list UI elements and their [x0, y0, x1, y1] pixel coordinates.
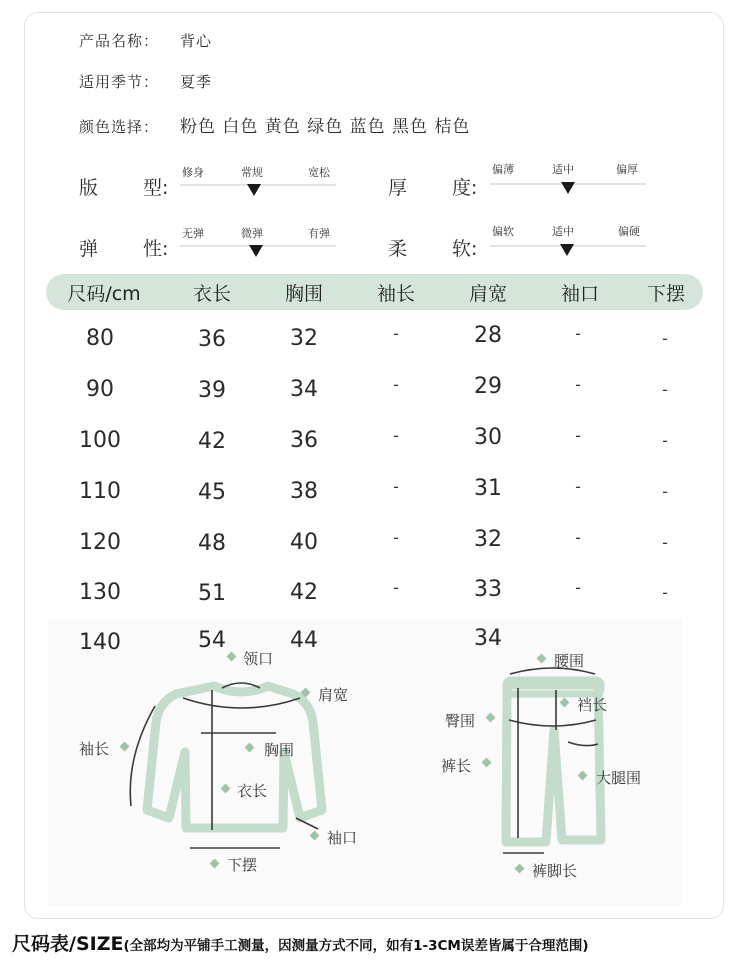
- softness-scale-low: 偏软: [492, 225, 514, 238]
- row-140-length: 54: [198, 628, 226, 653]
- leg-opening-label: 裤脚长: [532, 862, 578, 880]
- pant-length-label: 裤长: [441, 757, 472, 775]
- hem-label: 下摆: [227, 856, 258, 874]
- shoulder-label: 肩宽: [318, 686, 349, 704]
- row-130-sleeve: -: [393, 578, 399, 597]
- row-130-chest: 42: [290, 580, 318, 605]
- row-140-chest: 44: [290, 628, 318, 653]
- row-140-shoulder: 34: [474, 626, 502, 651]
- row-110-hem: -: [662, 482, 668, 501]
- row-100-sleeve: -: [393, 426, 399, 445]
- row-90-sleeve: -: [393, 375, 399, 394]
- row-110-size: 110: [79, 479, 121, 504]
- hip-label: 臀围: [445, 712, 476, 730]
- sleeve-label: 袖长: [79, 740, 110, 758]
- cuff-label: 袖口: [327, 829, 358, 847]
- row-110-chest: 38: [290, 479, 318, 504]
- softness-scale-high: 偏硬: [618, 225, 640, 238]
- thickness-scale-mid: 适中: [552, 163, 574, 176]
- row-120-length: 48: [198, 531, 226, 556]
- elasticity-label-b: 性:: [143, 238, 169, 260]
- header-shoulder: 肩宽: [468, 283, 508, 305]
- length-label: 衣长: [237, 782, 268, 800]
- header-chest: 胸围: [284, 283, 324, 305]
- row-110-cuff: -: [575, 477, 581, 496]
- row-120-size: 120: [79, 530, 121, 555]
- footer-disclaimer: (全部均为平铺手工测量，因测量方式不同，如有1-3CM误差皆属于合理范围): [123, 938, 589, 954]
- row-100-cuff: -: [575, 426, 581, 445]
- chest-label: 胸围: [264, 741, 295, 759]
- row-140-size: 140: [79, 630, 121, 655]
- header-cuff: 袖口: [560, 283, 600, 305]
- row-90-length: 39: [198, 378, 226, 403]
- fit-scale-mid: 常规: [241, 166, 263, 179]
- elasticity-scale-high: 有弹: [308, 227, 330, 240]
- row-80-sleeve: -: [393, 324, 399, 343]
- row-130-length: 51: [198, 581, 226, 606]
- row-100-length: 42: [198, 429, 226, 454]
- waist-label: 腰围: [554, 652, 585, 670]
- row-90-chest: 34: [290, 377, 318, 402]
- color-value: 粉色 白色 黄色 绿色 蓝色 黑色 桔色: [180, 117, 471, 137]
- row-80-size: 80: [86, 326, 114, 351]
- row-90-size: 90: [86, 377, 114, 402]
- softness-label-a: 柔: [388, 238, 408, 260]
- thickness-scale-high: 偏厚: [616, 163, 638, 176]
- row-120-hem: -: [662, 533, 668, 552]
- header-length: 衣长: [192, 283, 232, 305]
- diagram-background: [48, 620, 682, 905]
- product-name-value: 背心: [180, 32, 213, 50]
- row-80-shoulder: 28: [474, 323, 502, 348]
- collar-label: 领口: [243, 650, 274, 668]
- fit-scale-low: 修身: [182, 166, 204, 179]
- row-120-shoulder: 32: [474, 527, 502, 552]
- row-100-size: 100: [79, 428, 121, 453]
- elasticity-scale-mid: 微弹: [241, 227, 263, 240]
- row-120-cuff: -: [575, 528, 581, 547]
- row-130-hem: -: [662, 583, 668, 602]
- row-80-cuff: -: [575, 324, 581, 343]
- rise-label: 裆长: [577, 696, 608, 714]
- footer-title: 尺码表/SIZE: [12, 933, 124, 955]
- row-80-length: 36: [198, 327, 226, 352]
- row-120-sleeve: -: [393, 528, 399, 547]
- row-110-length: 45: [198, 480, 226, 505]
- row-90-shoulder: 29: [474, 374, 502, 399]
- fit-label-b: 型:: [143, 177, 169, 199]
- product-name-label: 产品名称：: [79, 32, 160, 50]
- fit-label-a: 版: [79, 177, 99, 199]
- elasticity-scale-low: 无弹: [182, 227, 204, 240]
- row-130-shoulder: 33: [474, 577, 502, 602]
- header-hem: 下摆: [646, 283, 686, 305]
- row-90-hem: -: [662, 380, 668, 399]
- fit-scale-high: 宽松: [308, 166, 330, 179]
- thickness-scale-low: 偏薄: [492, 163, 514, 176]
- header-size: 尺码/cm: [67, 283, 141, 305]
- header-sleeve: 袖长: [376, 283, 416, 305]
- elasticity-label-a: 弹: [79, 238, 99, 260]
- row-100-hem: -: [662, 431, 668, 450]
- row-120-chest: 40: [290, 530, 318, 555]
- row-130-size: 130: [79, 580, 121, 605]
- thickness-label-a: 厚: [388, 177, 408, 199]
- row-100-shoulder: 30: [474, 425, 502, 450]
- row-110-shoulder: 31: [474, 476, 502, 501]
- softness-scale-mid: 适中: [552, 225, 574, 238]
- row-90-cuff: -: [575, 375, 581, 394]
- color-label: 颜色选择：: [79, 118, 160, 136]
- row-100-chest: 36: [290, 428, 318, 453]
- season-value: 夏季: [180, 73, 213, 91]
- row-80-chest: 32: [290, 326, 318, 351]
- row-110-sleeve: -: [393, 477, 399, 496]
- footer-note: [12, 929, 589, 956]
- softness-label-b: 软:: [452, 238, 478, 260]
- season-label: 适用季节：: [79, 73, 160, 91]
- thigh-label: 大腿围: [596, 769, 642, 787]
- thickness-label-b: 度:: [452, 177, 478, 199]
- row-130-cuff: -: [575, 578, 581, 597]
- row-80-hem: -: [662, 329, 668, 348]
